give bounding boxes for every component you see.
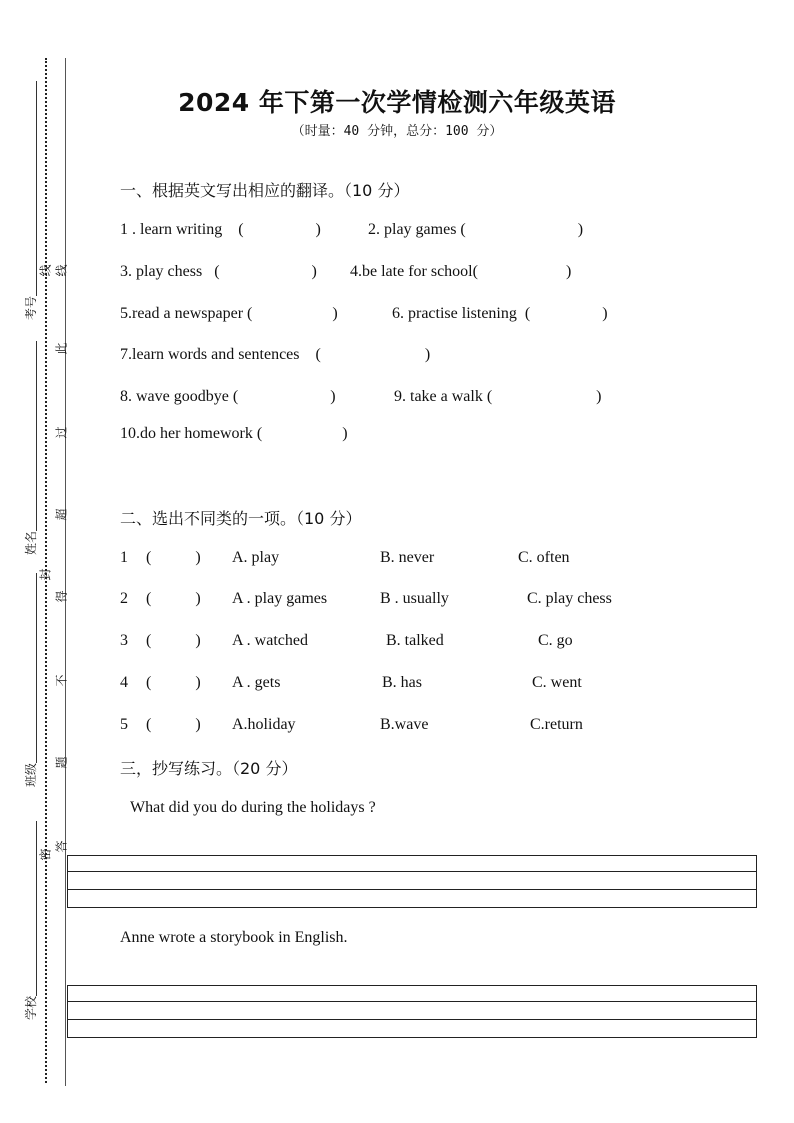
s2-option-c: C. went <box>532 674 582 691</box>
s2-option-a: A . gets <box>232 674 281 691</box>
margin-border-line <box>65 58 66 1086</box>
s1-item: 1 . learn writing ( ) <box>120 221 321 238</box>
seal-char: 不 <box>54 674 69 687</box>
name-field[interactable] <box>22 341 39 555</box>
s2-paren: ( ) <box>146 632 201 649</box>
writing-rule <box>68 1001 756 1002</box>
s2-option-b: B. has <box>382 674 422 691</box>
s2-option-c: C.return <box>530 716 583 733</box>
seal-char: 得 <box>54 590 69 603</box>
class-label: 班级 <box>24 762 38 787</box>
s1-item: 6. practise listening ( ) <box>392 305 608 322</box>
s2-option-a: A . play games <box>232 590 328 607</box>
section3-heading: 三，抄写练习。（20 分） <box>120 759 298 778</box>
seal-char: 答 <box>54 840 69 853</box>
exam-number-label: 考号 <box>24 295 38 320</box>
writing-rule <box>68 889 756 890</box>
s2-option-a: A.holiday <box>232 716 296 733</box>
s2-num: 5 <box>120 716 128 733</box>
s2-option-c: C. often <box>518 549 570 566</box>
s1-item: 4.be late for school( ) <box>350 263 572 280</box>
copy-sentence-1: What did you do during the holidays ? <box>130 799 376 816</box>
s1-item: 8. wave goodbye ( ) <box>120 388 336 405</box>
page-title: 2024 年下第一次学情检测六年级英语 <box>178 88 616 117</box>
s1-item: 5.read a newspaper ( ) <box>120 305 338 322</box>
seal-char: 线 <box>54 264 69 277</box>
writing-rule <box>68 871 756 872</box>
section1-heading: 一、根据英文写出相应的翻译。（10 分） <box>120 181 410 200</box>
s2-option-b: B. never <box>380 549 435 566</box>
s2-num: 2 <box>120 590 128 607</box>
seal-char: 超 <box>54 508 69 521</box>
seal-char: 封 <box>38 568 53 581</box>
s2-option-b: B. talked <box>386 632 444 649</box>
s2-option-b: B.wave <box>380 716 429 733</box>
s2-num: 4 <box>120 674 128 691</box>
seal-char: 题 <box>54 756 69 769</box>
writing-rule <box>68 1019 756 1020</box>
s1-item: 2. play games ( ) <box>368 221 584 238</box>
s1-item: 9. take a walk ( ) <box>394 388 602 405</box>
class-field[interactable] <box>22 573 39 787</box>
s1-item: 3. play chess ( ) <box>120 263 317 280</box>
s2-option-b: B . usually <box>380 590 449 607</box>
s2-paren: ( ) <box>146 674 201 691</box>
seal-char: 密 <box>38 848 53 861</box>
seal-char: 过 <box>54 426 69 439</box>
writing-box-2[interactable] <box>67 985 757 1038</box>
s2-paren: ( ) <box>146 590 201 607</box>
s1-item: 7.learn words and sentences ( ) <box>120 346 431 363</box>
s2-num: 3 <box>120 632 128 649</box>
section2-heading: 二、选出不同类的一项。（10 分） <box>120 509 362 528</box>
name-label: 姓名 <box>24 530 38 555</box>
seal-char: 此 <box>54 342 69 355</box>
s2-option-c: C. go <box>538 632 573 649</box>
page-subtitle: （时量：40 分钟，总分：100 分） <box>291 124 503 139</box>
seal-char: 线 <box>38 264 53 277</box>
s2-paren: ( ) <box>146 716 201 733</box>
copy-sentence-2: Anne wrote a storybook in English. <box>120 929 348 946</box>
s2-num: 1 <box>120 549 128 566</box>
writing-box-1[interactable] <box>67 855 757 908</box>
s1-item: 10.do her homework ( ) <box>120 425 348 442</box>
s2-paren: ( ) <box>146 549 201 566</box>
s2-option-a: A. play <box>232 549 280 566</box>
s2-option-c: C. play chess <box>527 590 612 607</box>
school-label: 学校 <box>24 995 38 1020</box>
s2-option-a: A . watched <box>232 632 308 649</box>
